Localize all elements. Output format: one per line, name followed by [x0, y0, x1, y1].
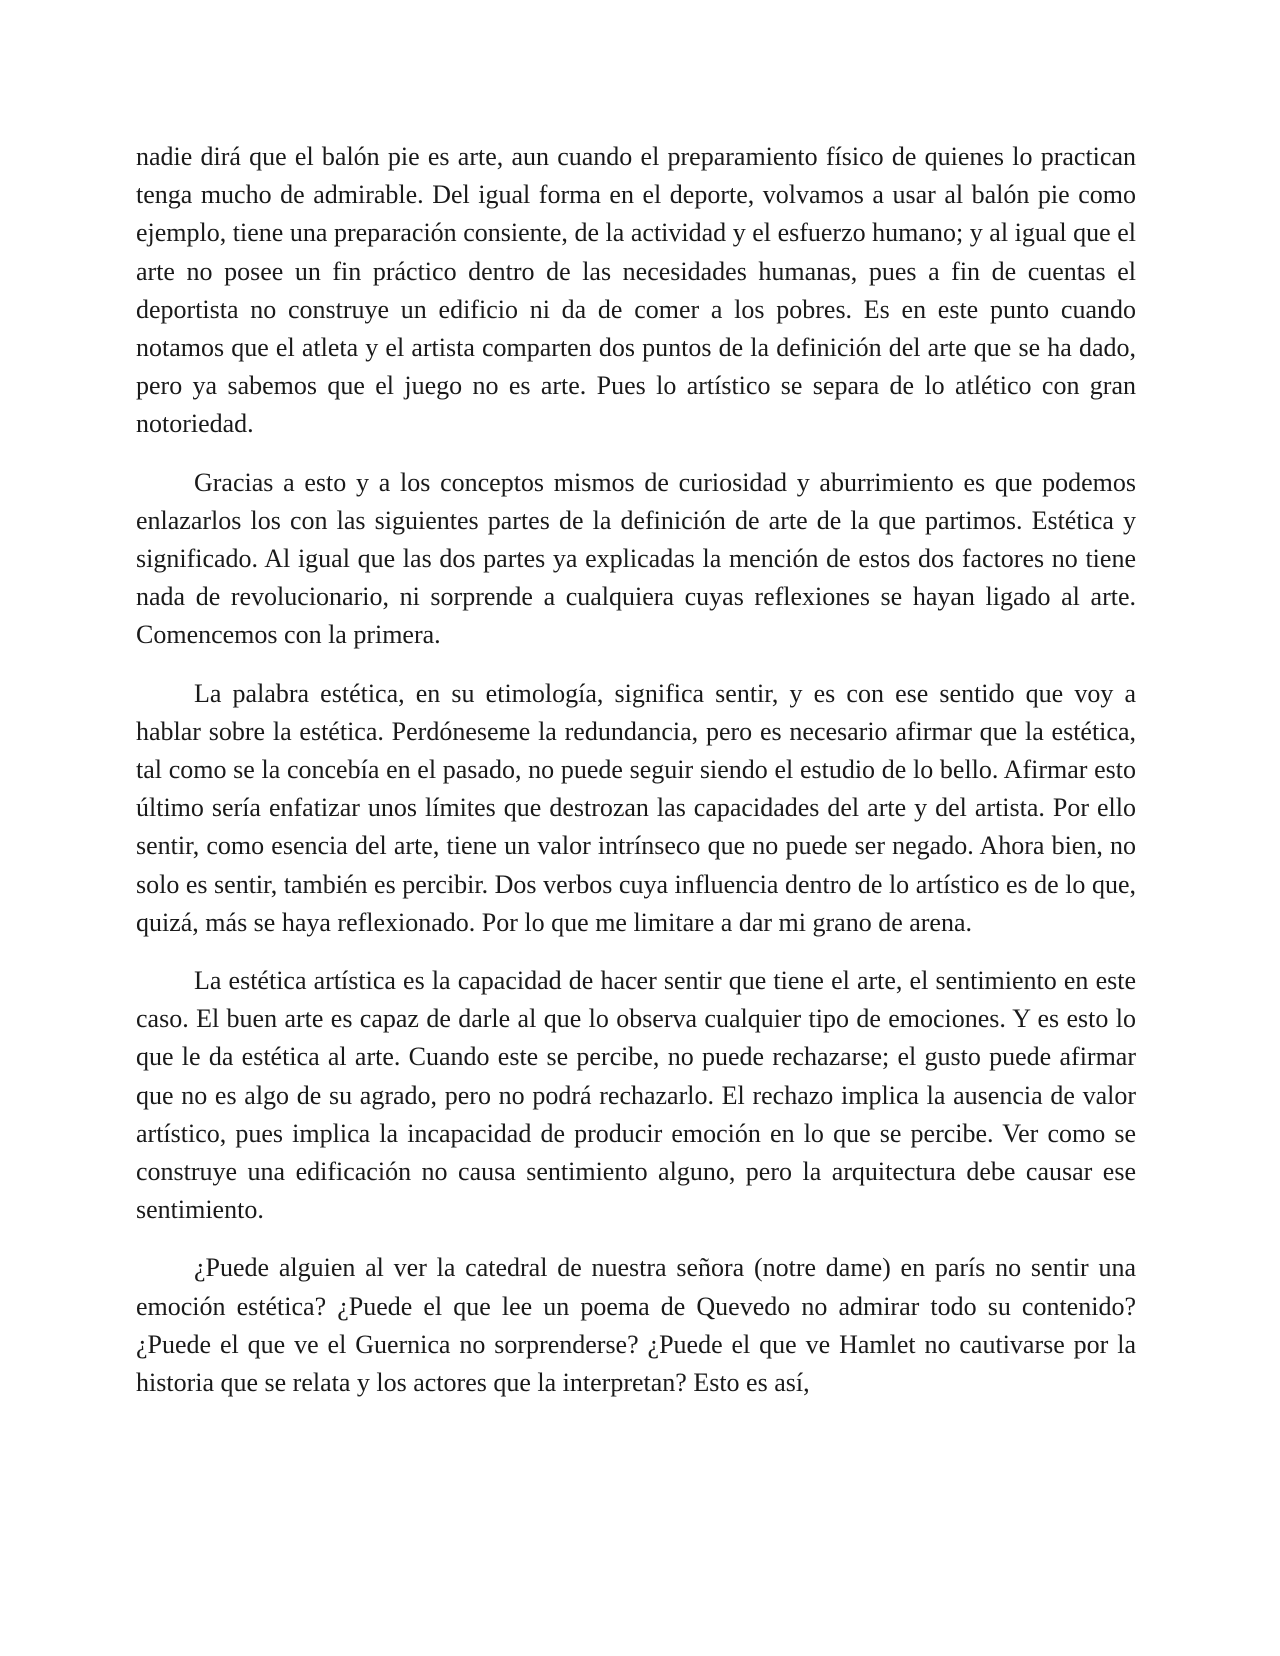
paragraph-3: La palabra estética, en su etimología, significa sentir, y es con ese sentido que voy a hablar sobre la estética. Perdóneseme la redundancia, pero es necesario afirmar que la estética, tal como se la concebía en el pasado, no puede seguir siendo el estudio de lo bello. Afirmar esto último sería enfatizar unos límites que destrozan las capacidades del arte y del artista. Por ello sentir, como esencia del arte, tiene un valor intrínseco que no puede ser negado. Ahora bien, no solo es sentir, también es percibir. Dos verbos cuya influencia dentro de lo artístico es de lo que, quizá, más se haya reflexionado. Por lo que me limitare a dar mi grano de arena.: [136, 678, 1136, 937]
paragraph-1: nadie dirá que el balón pie es arte, aun cuando el preparamiento físico de quienes lo practican tenga mucho de admirable. Del igual forma en el deporte, volvamos a usar al balón pie como ejemplo, tiene una preparación consiente, de la actividad y el esfuerzo humano; y al igual que el arte no posee un fin práctico dentro de las necesidades humanas, pues a fin de cuentas el deportista no construye un edificio ni da de comer a los pobres. Es en este punto cuando notamos que el atleta y el artista comparten dos puntos de la definición del arte que se ha dado, pero ya sabemos que el juego no es arte. Pues lo artístico se separa de lo atlético con gran notoriedad.: [136, 142, 1136, 439]
paragraph-2: Gracias a esto y a los conceptos mismos de curiosidad y aburrimiento es que podemos enlazarlos los con las siguientes partes de la definición de arte de la que partimos. Estética y significado. Al igual que las dos partes ya explicadas la mención de estos dos factores no tiene nada de revolucionario, ni sorprende a cualquiera cuyas reflexiones se hayan ligado al arte. Comencemos con la primera.: [136, 467, 1136, 650]
document-page: [136, 138, 1136, 1422]
paragraph-4: La estética artística es la capacidad de hacer sentir que tiene el arte, el sentimiento en este caso. El buen arte es capaz de darle al que lo observa cualquier tipo de emociones. Y es esto lo que le da estética al arte. Cuando este se percibe, no puede rechazarse; el gusto puede afirmar que no es algo de su agrado, pero no podrá rechazarlo. El rechazo implica la ausencia de valor artístico, pues implica la incapacidad de producir emoción en lo que se percibe. Ver como se construye una edificación no causa sentimiento alguno, pero la arquitectura debe causar ese sentimiento.: [136, 966, 1136, 1225]
paragraph-5: ¿Puede alguien al ver la catedral de nuestra señora (notre dame) en parís no sentir una emoción estética? ¿Puede el que lee un poema de Quevedo no admirar todo su contenido? ¿Puede el que ve el Guernica no sorprenderse? ¿Puede el que ve Hamlet no cautivarse por la historia que se relata y los actores que la interpretan? Esto es así,: [136, 1253, 1136, 1398]
